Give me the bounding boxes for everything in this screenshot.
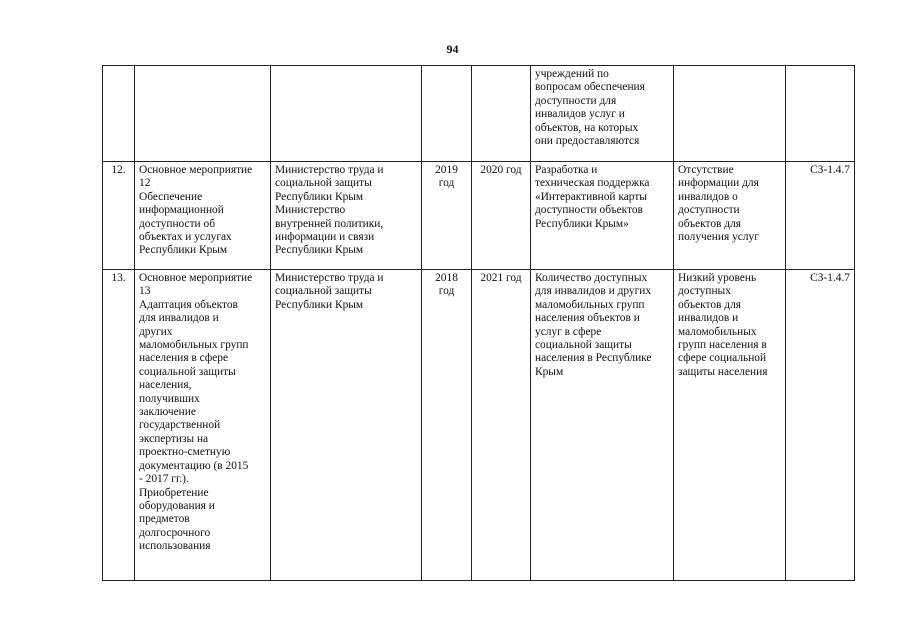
event-cell: Основное мероприятие 12 Обеспечение информационной доступности об объектах и услугах Республики Крым (135, 162, 271, 270)
end-year-cell (472, 66, 531, 162)
table-row (103, 66, 855, 162)
result-cell: учреждений по вопросам обеспечения доступности для инвалидов услуг и объектов, на которых они предоставляются (531, 66, 674, 162)
result-cell: Разработка и техническая поддержка «Интерактивной карты доступности объектов Республики Крым» (531, 162, 674, 270)
consequence-cell: Отсутствие информации для инвалидов о доступности объектов для получения услуг (674, 162, 786, 270)
executor-cell (271, 66, 422, 162)
table-row (103, 270, 855, 581)
program-table (102, 65, 855, 581)
start-year-cell (422, 66, 472, 162)
consequence-cell (674, 66, 786, 162)
event-cell (135, 66, 271, 162)
code-cell: СЗ-1.4.7 (786, 162, 855, 270)
code-cell: СЗ-1.4.7 (786, 270, 855, 581)
page-number: 94 (446, 42, 459, 56)
row-number: 13. (103, 270, 135, 581)
row-number (103, 66, 135, 162)
executor-cell: Министерство труда и социальной защиты Республики Крым Министерство внутренней политики, информации и связи Республики Крым (271, 162, 422, 270)
start-year-cell: 2019 год (422, 162, 472, 270)
table-row (103, 162, 855, 270)
start-year-cell: 2018 год (422, 270, 472, 581)
row-number: 12. (103, 162, 135, 270)
result-cell: Количество доступных для инвалидов и других маломобильных групп населения объектов и услуг в сфере социальной защиты населения в Республике Крым (531, 270, 674, 581)
consequence-cell: Низкий уровень доступных объектов для инвалидов и маломобильных групп населения в сфере социальной защиты населения (674, 270, 786, 581)
executor-cell: Министерство труда и социальной защиты Республики Крым (271, 270, 422, 581)
event-cell: Основное мероприятие 13 Адаптация объектов для инвалидов и других маломобильных групп населения в сфере социальной защиты населения, получивших заключение государственной экспертизы на проектно-сметную документацию (в 2015 - 2017 гг.). Приобретение оборудования и предметов долгосрочного использования (135, 270, 271, 581)
code-cell (786, 66, 855, 162)
end-year-cell: 2021 год (472, 270, 531, 581)
end-year-cell: 2020 год (472, 162, 531, 270)
